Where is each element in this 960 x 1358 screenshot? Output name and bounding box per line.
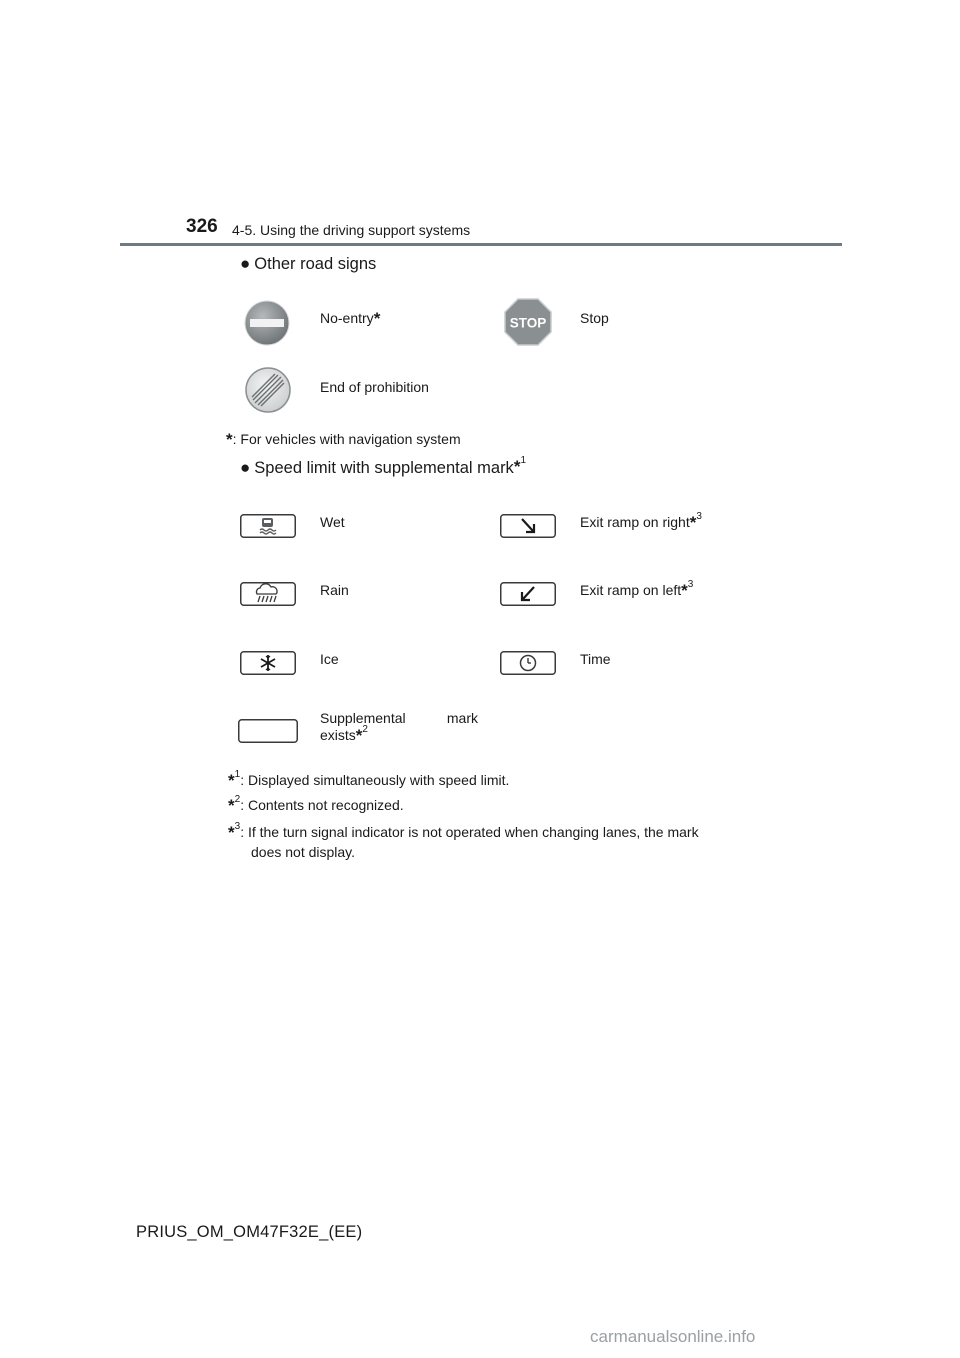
time-plate-icon: [500, 651, 556, 675]
section-title: 4-5. Using the driving support systems: [232, 222, 471, 238]
other-road-signs-heading: ● Other road signs: [240, 254, 377, 273]
no-entry-label: No-entry*: [320, 309, 381, 328]
footnote-2: *$^2$: Contents not recognized.: [228, 794, 404, 815]
end-of-prohibition-label: End of prohibition: [320, 379, 429, 395]
bullet-icon: ●: [240, 458, 251, 477]
stop-sign-text: STOP: [509, 315, 547, 331]
wet-road-plate-icon: [240, 514, 296, 538]
navigation-footnote: *: For vehicles with navigation system: [226, 430, 461, 449]
exit-ramp-left-label: Exit ramp on left*$^3$: [580, 579, 694, 600]
supplemental-mark-exists-label: Supplemental mark exists*$^2$: [320, 710, 478, 745]
rain-plate-icon: [240, 582, 296, 606]
ice-label: Ice: [320, 651, 339, 667]
page-number: 326: [186, 216, 218, 237]
stop-sign-icon: [504, 298, 552, 346]
header-divider: [120, 243, 842, 246]
supplemental-mark-heading: ● Speed limit with supplemental mark*$^1$: [240, 455, 526, 477]
exit-ramp-left-plate-icon: [500, 582, 556, 606]
rain-label: Rain: [320, 582, 349, 598]
stop-label: Stop: [580, 310, 609, 326]
document-code: PRIUS_OM_OM47F32E_(EE): [136, 1223, 363, 1241]
bullet-icon: ●: [240, 254, 251, 273]
exit-ramp-right-plate-icon: [500, 514, 556, 538]
time-label: Time: [580, 651, 611, 667]
end-of-prohibition-sign-icon: [245, 367, 291, 413]
footnote-1: *$^1$: Displayed simultaneously with speed limit.: [228, 769, 510, 790]
no-entry-sign-icon: [244, 300, 290, 346]
supplemental-mark-plate-icon: [238, 719, 298, 743]
exit-ramp-right-label: Exit ramp on right*$^3$: [580, 511, 702, 532]
ice-plate-icon: [240, 651, 296, 675]
wet-label: Wet: [320, 514, 345, 530]
watermark: carmanualsonline.info: [590, 1327, 756, 1346]
footnote-3-continuation: does not display.: [251, 844, 356, 860]
footnote-3: *$^3$: If the turn signal indicator is not operated when changing lanes, the mark: [228, 821, 699, 842]
